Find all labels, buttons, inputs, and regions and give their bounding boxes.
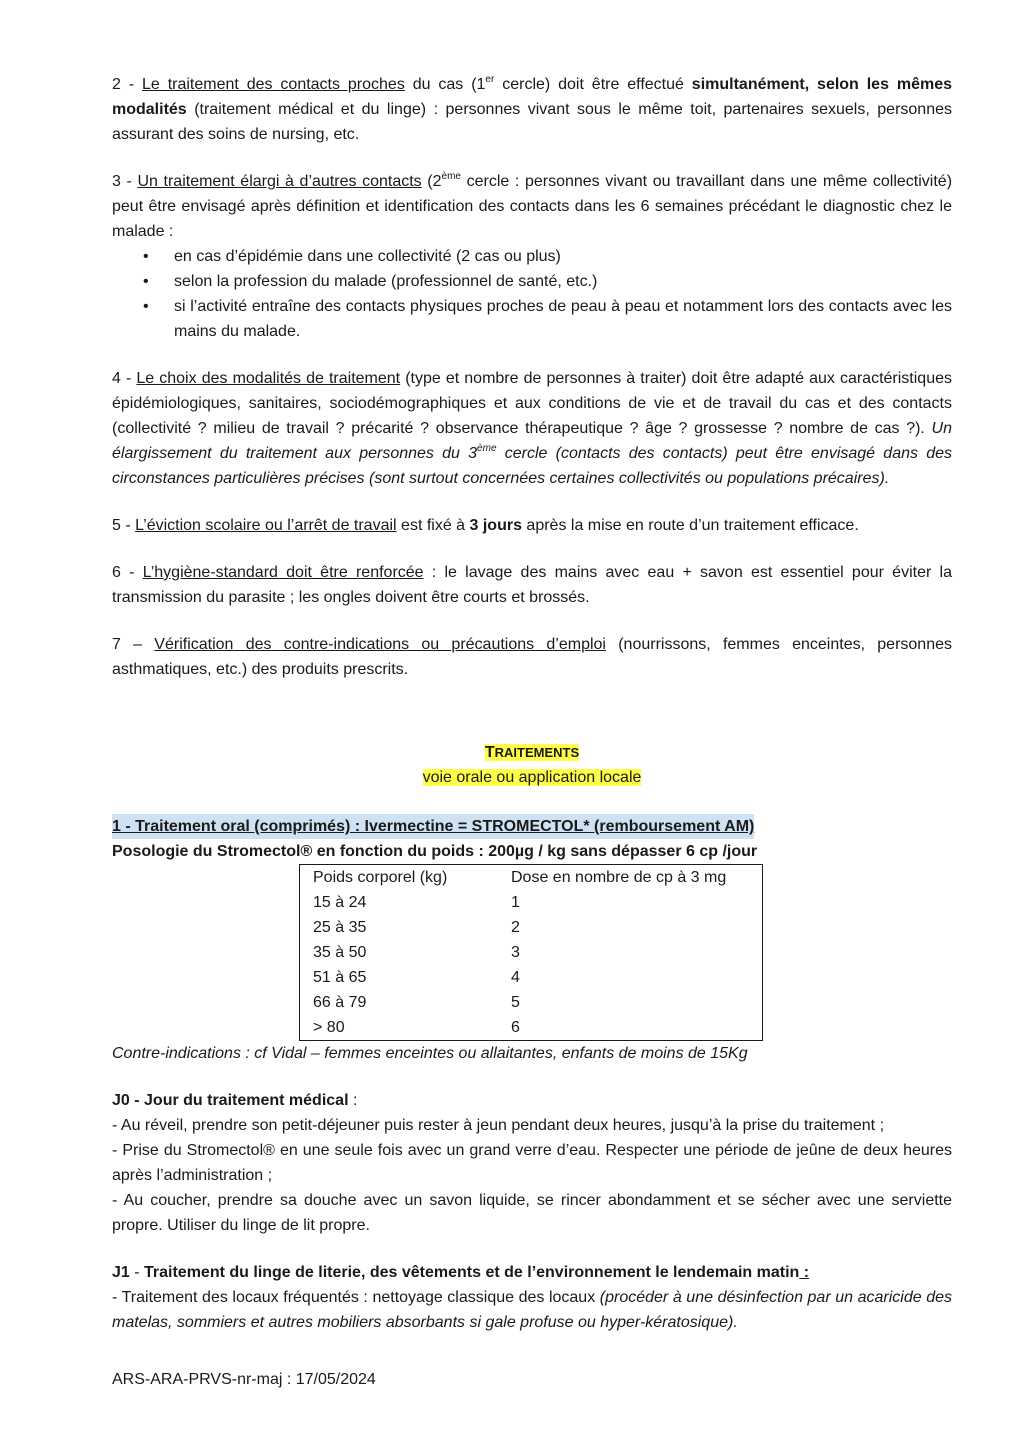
j1-heading-line	[112, 1260, 952, 1285]
table-cell: > 80	[313, 1019, 345, 1036]
paragraph-heading: Le choix des modalités de traitement	[136, 370, 401, 387]
list-item	[112, 294, 952, 344]
paragraph-heading: Un traitement élargi à d’autres contacts	[137, 173, 422, 190]
text: :	[348, 1092, 358, 1109]
table-cell: 6	[511, 1019, 520, 1036]
italic-text: cercle (contacts des contacts) peut être envisagé dans des circonstances particulières précises (sont surtout concernées certaines collectivités ou populations précaires).	[112, 445, 953, 487]
oral-heading-line	[112, 814, 952, 839]
text: (type et nombre de personnes à traiter) doit être adapté aux caractéristiques épidémiologiques, sanitaires, sociodémographiques et aux conditions de vie et de travail du cas et des contacts (collectivité ? milieu de travail ? précarité ? observance thérapeutique ? âge ? grossesse ? nombre de cas ?).	[112, 370, 953, 437]
bullet-list	[112, 244, 952, 344]
item-number: 3 -	[112, 173, 138, 190]
paragraph-heading: L’éviction scolaire ou l’arrêt de travail	[135, 517, 397, 534]
superscript: er	[485, 73, 495, 85]
j0-section	[112, 1088, 952, 1238]
table-cell: 2	[511, 919, 520, 936]
table-row	[300, 890, 763, 915]
contre-indications-note: Contre-indications : cf Vidal – femmes enceintes ou allaitantes, enfants de moins de 15Kg	[112, 1045, 748, 1062]
section-subtitle	[112, 765, 952, 790]
dosage-table	[299, 864, 763, 1041]
text: (traitement médical et du linge) : personnes vivant sous le même toit, partenaires sexuels, personnes assurant des soins de nursing, etc.	[112, 101, 952, 143]
table-row	[300, 990, 763, 1015]
paragraph-5	[112, 513, 952, 538]
section-title-block	[112, 740, 952, 790]
list-item	[112, 244, 952, 269]
table-row	[300, 1015, 763, 1041]
text: cercle) doit être effectué	[494, 76, 692, 93]
column-header: Dose en nombre de cp à 3 mg	[511, 869, 727, 886]
table-row	[300, 965, 763, 990]
italic-text: Un élargissement du traitement aux personnes du 3	[112, 420, 952, 462]
text: après la mise en route d’un traitement efficace.	[521, 517, 859, 534]
table-row	[300, 915, 763, 940]
document-body	[112, 72, 952, 1335]
title-initial: T	[484, 744, 495, 761]
column-header: Poids corporel (kg)	[313, 869, 448, 886]
section-title	[112, 740, 952, 765]
text: :	[799, 1264, 810, 1281]
table-header-row	[300, 865, 763, 891]
text: du cas (1	[404, 76, 486, 93]
italic-text: (procéder à une désinfection par un acaricide des matelas, sommiers et autres mobiliers absorbants si gale profuse ou hyper-kératosique).	[112, 1289, 953, 1331]
item-number: 2 -	[112, 76, 143, 93]
paragraph-heading: Le traitement des contacts proches	[142, 76, 405, 93]
table-cell: 25 à 35	[313, 919, 367, 936]
j1-item	[112, 1285, 952, 1335]
table-cell: 66 à 79	[313, 994, 367, 1011]
text: (2	[421, 173, 442, 190]
paragraph-3-text	[112, 169, 952, 244]
list-item	[112, 269, 952, 294]
text: cercle : personnes vivant ou travaillant dans une même collectivité) peut être envisagé après définition et identification des contacts dans les 6 semaines précédant le diagnostic chez le malade :	[112, 173, 953, 240]
j1-label: J1	[112, 1264, 130, 1281]
table-cell: 15 à 24	[313, 894, 367, 911]
text: - Traitement des locaux fréquentés : nettoyage classique des locaux	[112, 1289, 600, 1306]
text: -	[129, 1264, 145, 1281]
paragraph-2	[112, 72, 952, 147]
j0-heading-line	[112, 1088, 952, 1113]
oral-treatment-section	[112, 814, 952, 1066]
j0-item: - Prise du Stromectol® en une seule fois avec un grand verre d’eau. Respecter une période de jeûne de deux heures après l’administration ;	[112, 1142, 952, 1184]
paragraph-3	[112, 169, 952, 344]
title-rest: RAITEMENTS	[494, 745, 580, 760]
table-cell: 51 à 65	[313, 969, 367, 986]
bullet-icon: •	[143, 298, 149, 315]
page-footer: ARS-ARA-PRVS-nr-maj : 17/05/2024	[112, 1371, 376, 1388]
table-cell: 1	[511, 894, 520, 911]
item-number: 7 –	[112, 636, 155, 653]
j1-heading: Traitement du linge de literie, des vêtements et de l’environnement le lendemain matin	[144, 1264, 800, 1281]
paragraph-heading: Vérification des contre-indications ou précautions d’emploi	[154, 636, 606, 653]
bullet-icon: •	[143, 248, 149, 265]
table-cell: 4	[511, 969, 520, 986]
j0-item: - Au coucher, prendre sa douche avec un savon liquide, se rincer abondamment et se sécher avec une serviette propre. Utiliser du linge de lit propre.	[112, 1192, 952, 1234]
j1-section	[112, 1260, 952, 1335]
text: : le lavage des mains avec eau + savon est essentiel pour éviter la transmission du parasite ; les ongles doivent être courts et brossés.	[112, 564, 952, 606]
j0-item: - Au réveil, prendre son petit-déjeuner puis rester à jeun pendant deux heures, jusqu’à la prise du traitement ;	[112, 1117, 885, 1134]
superscript: ème	[477, 442, 497, 454]
item-number: 4 -	[112, 370, 137, 387]
list-item-text: si l’activité entraîne des contacts physiques proches de peau à peau et notamment lors des contacts avec les mains du malade.	[174, 298, 952, 340]
list-item-text: en cas d’épidémie dans une collectivité (2 cas ou plus)	[174, 248, 561, 265]
item-number: 6 -	[112, 564, 143, 581]
j0-heading: J0 - Jour du traitement médical	[112, 1092, 349, 1109]
paragraph-4	[112, 366, 952, 491]
text: (nourrissons, femmes enceintes, personnes asthmatiques, etc.) des produits prescrits.	[112, 636, 953, 678]
table-cell: 3	[511, 944, 520, 961]
paragraph-heading: L’hygiène-standard doit être renforcée	[142, 564, 424, 581]
item-number: 5 -	[112, 517, 136, 534]
text: est fixé à	[396, 517, 470, 534]
posologie-line: Posologie du Stromectol® en fonction du poids : 200µg / kg sans dépasser 6 cp /jour	[112, 843, 758, 860]
bold-text: 3 jours	[469, 517, 522, 534]
table-cell: 5	[511, 994, 520, 1011]
table-row	[300, 940, 763, 965]
list-item-text: selon la profession du malade (professionnel de santé, etc.)	[174, 273, 598, 290]
paragraph-7	[112, 632, 952, 682]
subtitle-text: voie orale ou application locale	[422, 769, 642, 786]
table-cell: 35 à 50	[313, 944, 367, 961]
superscript: ème	[441, 170, 461, 182]
bold-text: simultanément, selon les mêmes modalités	[112, 76, 953, 118]
paragraph-6	[112, 560, 952, 610]
bullet-icon: •	[143, 273, 149, 290]
oral-heading: 1 - Traitement oral (comprimés) : Ivermectine = STROMECTOL* (remboursement AM)	[112, 814, 754, 839]
